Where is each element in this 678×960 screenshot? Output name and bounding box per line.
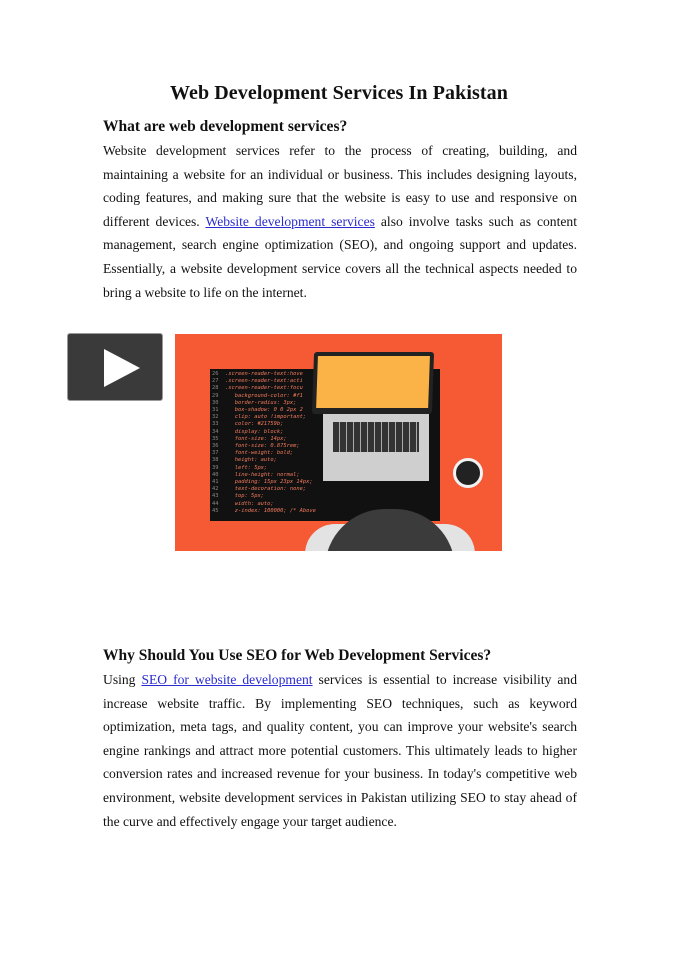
code-line: 38 height: auto; — [212, 457, 277, 464]
section2-text-before: Using — [103, 672, 142, 687]
laptop-screen — [316, 356, 430, 408]
section-heading-what-are-services: What are web development services? — [103, 118, 348, 135]
coffee-cup-icon — [453, 458, 483, 488]
section1-text-before: Website development services refer to the process of creating, building, and maintaining a website for an individual or business. This includes designing layouts, coding features, and making sure that the website is easy to use and responsive on different devices. — [103, 143, 577, 229]
code-line: 28 .screen-reader-text:focu — [212, 385, 303, 392]
code-line: 35 font-size: 14px; — [212, 435, 287, 442]
code-line: 37 font-weight: bold; — [212, 450, 294, 457]
code-lines — [212, 371, 316, 515]
laptop-keyboard — [333, 422, 419, 452]
code-line: 34 display: block; — [212, 428, 284, 435]
section2-paragraph — [103, 668, 577, 833]
code-line: 41 padding: 15px 23px 14px; — [212, 479, 313, 486]
section1-paragraph — [103, 139, 577, 304]
section1-text-after: also involve tasks such as content management, search engine optimization (SEO), and ongoing support and updates. Essentially, a website development service covers all the technical aspects needed to bring a website to life on the internet. — [103, 213, 577, 300]
code-line: 36 font-size: 0.875rem; — [212, 443, 300, 450]
code-line: 42 text-decoration: none; — [212, 486, 307, 493]
code-line: 39 left: 5px; — [212, 464, 268, 471]
website-development-services-link[interactable]: Website development services — [205, 213, 375, 229]
code-line: 40 line-height: normal; — [212, 471, 300, 478]
document-title: Web Development Services In Pakistan — [169, 82, 509, 104]
code-line: 29 background-color: #f1 — [212, 392, 303, 399]
video-play-button[interactable] — [67, 333, 163, 401]
code-line: 32 clip: auto !important; — [212, 414, 307, 421]
play-icon — [104, 349, 140, 387]
code-line: 30 border-radius: 3px; — [212, 399, 297, 406]
code-line: 26 .screen-reader-text:hove — [212, 371, 303, 377]
code-line: 27 .screen-reader-text:acti — [212, 378, 303, 385]
code-line: 31 box-shadow: 0 0 2px 2 — [212, 407, 303, 414]
code-line: 45 z-index: 100000; /* Above — [212, 507, 316, 514]
code-line: 43 top: 5px; — [212, 493, 264, 500]
section2-text-after: services is essential to increase visibility and increase website traffic. By implementing SEO techniques, such as keyword optimization, meta tags, and quality content, you can improve your website's search engine rankings and attract more potential customers. This ultimately leads to higher conversion rates and increased revenue for your business. In today's competitive web environment, website development services in Pakistan utilizing SEO to stay ahead of the curve and effectively engage your target audience. — [103, 672, 577, 829]
section-heading-why-seo: Why Should You Use SEO for Web Development Services? — [103, 647, 492, 664]
code-line: 33 color: #21759b; — [212, 421, 284, 428]
laptop-base — [323, 414, 429, 481]
hero-image — [175, 334, 502, 551]
seo-for-website-development-link[interactable]: SEO for website development — [141, 672, 313, 687]
laptop-screen-frame — [312, 352, 434, 414]
code-line: 44 width: auto; — [212, 500, 274, 507]
